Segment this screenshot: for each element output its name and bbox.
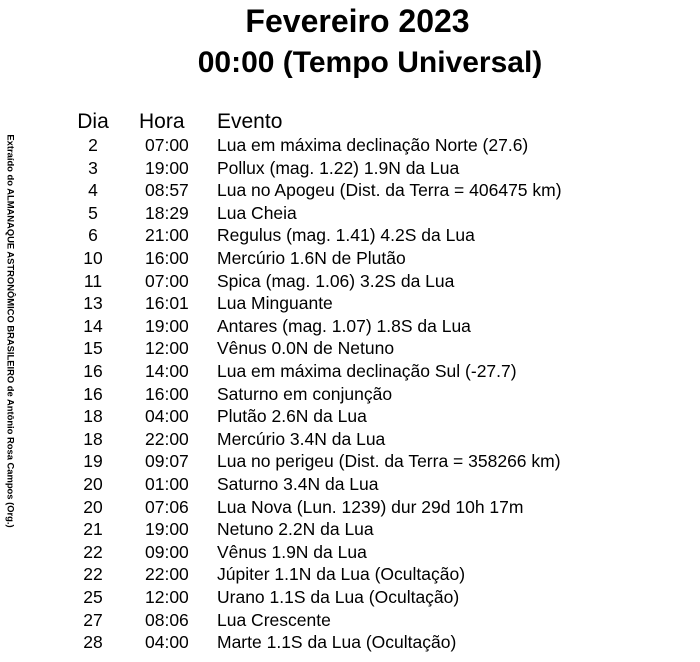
- table-row: [0, 609, 700, 632]
- cell-hora: 09:07: [145, 451, 189, 472]
- header-dia: Dia: [77, 110, 109, 133]
- cell-evento: Urano 1.1S da Lua (Ocultação): [217, 587, 460, 607]
- table-row: [0, 473, 700, 496]
- cell-dia: 20: [83, 496, 103, 517]
- cell-evento: Júpiter 1.1N da Lua (Ocultação): [217, 564, 466, 585]
- cell-evento: Regulus (mag. 1.41) 4.2S da Lua: [217, 225, 475, 246]
- cell-dia: 19: [83, 451, 103, 472]
- cell-evento: Pollux (mag. 1.22) 1.9N da Lua: [217, 157, 460, 178]
- cell-hora: 04:00: [145, 406, 189, 427]
- cell-hora: 12:00: [145, 587, 189, 607]
- table-row: [0, 202, 700, 225]
- cell-hora: 18:29: [145, 202, 189, 223]
- table-row: [0, 157, 700, 180]
- cell-dia: 28: [83, 632, 103, 653]
- table-row: [0, 337, 700, 360]
- cell-dia: 20: [83, 474, 103, 494]
- cell-dia: 22: [83, 564, 103, 585]
- cell-evento: Mercúrio 1.6N de Plutão: [217, 248, 406, 268]
- cell-evento: Netuno 2.2N da Lua: [217, 519, 374, 540]
- cell-evento: Lua Cheia: [217, 202, 297, 223]
- cell-dia: 27: [83, 609, 103, 630]
- cell-evento: Lua Nova (Lun. 1239) dur 29d 10h 17m: [217, 496, 524, 517]
- table-row: [0, 224, 700, 247]
- cell-evento: Saturno em conjunção: [217, 383, 393, 404]
- table-row: [0, 179, 700, 202]
- cell-hora: 07:06: [145, 496, 189, 517]
- table-row: [0, 563, 700, 586]
- cell-evento: Marte 1.1S da Lua (Ocultação): [217, 632, 457, 653]
- cell-dia: 2: [88, 135, 98, 155]
- table-header: [0, 110, 700, 134]
- cell-dia: 15: [83, 338, 103, 359]
- cell-evento: Spica (mag. 1.06) 3.2S da Lua: [217, 270, 455, 291]
- cell-dia: 16: [83, 383, 103, 404]
- cell-hora: 16:00: [145, 383, 189, 404]
- table-row: [0, 496, 700, 519]
- cell-dia: 5: [88, 202, 98, 223]
- cell-hora: 12:00: [145, 338, 189, 359]
- cell-dia: 11: [83, 270, 103, 291]
- table-row: [0, 315, 700, 338]
- table-row: [0, 631, 700, 654]
- cell-evento: Lua Crescente: [217, 609, 331, 630]
- cell-dia: 21: [83, 519, 103, 540]
- cell-dia: 4: [88, 180, 98, 201]
- cell-dia: 25: [83, 587, 103, 607]
- cell-hora: 04:00: [145, 632, 189, 653]
- header-evento: Evento: [217, 110, 283, 133]
- cell-evento: Saturno 3.4N da Lua: [217, 474, 379, 494]
- cell-dia: 18: [83, 406, 103, 427]
- cell-hora: 21:00: [145, 225, 189, 246]
- cell-evento: Plutão 2.6N da Lua: [217, 406, 367, 427]
- table-row: [0, 518, 700, 541]
- cell-dia: 16: [83, 361, 103, 381]
- cell-dia: 14: [83, 315, 103, 336]
- table-row: [0, 270, 700, 293]
- table-row: [0, 541, 700, 564]
- table-row: [0, 383, 700, 406]
- cell-hora: 16:01: [145, 293, 189, 314]
- cell-evento: Lua no perigeu (Dist. da Terra = 358266 km): [217, 451, 561, 472]
- cell-hora: 14:00: [145, 361, 189, 381]
- table-row: [0, 360, 700, 383]
- table-row: [0, 405, 700, 428]
- table-row: [0, 586, 700, 609]
- side-credit: Extraído do ALMANAQUE ASTRONÔMICO BRASILEIRO de Antônio Rosa Campos (Org.): [5, 134, 17, 528]
- cell-evento: Lua em máxima declinação Sul (-27.7): [217, 361, 517, 381]
- cell-hora: 08:57: [145, 180, 189, 201]
- cell-hora: 22:00: [145, 564, 189, 585]
- cell-evento: Vênus 0.0N de Netuno: [217, 338, 395, 359]
- table-row: [0, 247, 700, 270]
- cell-dia: 18: [83, 428, 103, 449]
- cell-dia: 6: [88, 225, 98, 246]
- cell-evento: Lua em máxima declinação Norte (27.6): [217, 135, 529, 155]
- cell-hora: 09:00: [145, 541, 189, 562]
- cell-hora: 01:00: [145, 474, 189, 494]
- cell-dia: 22: [83, 541, 103, 562]
- cell-hora: 16:00: [145, 248, 189, 268]
- cell-hora: 08:06: [145, 609, 189, 630]
- cell-hora: 19:00: [145, 157, 189, 178]
- cell-hora: 19:00: [145, 519, 189, 540]
- cell-hora: 19:00: [145, 315, 189, 336]
- table-row: [0, 134, 700, 157]
- cell-evento: Antares (mag. 1.07) 1.8S da Lua: [217, 315, 471, 336]
- cell-evento: Lua no Apogeu (Dist. da Terra = 406475 km): [217, 180, 562, 201]
- cell-dia: 3: [88, 157, 98, 178]
- header-hora: Hora: [139, 110, 185, 133]
- table-row: [0, 292, 700, 315]
- cell-hora: 07:00: [145, 270, 189, 291]
- page-title: Fevereiro 2023: [245, 3, 470, 39]
- table-row: [0, 428, 700, 451]
- page-subtitle: 00:00 (Tempo Universal): [197, 46, 543, 79]
- table-row: [0, 450, 700, 473]
- cell-evento: Mercúrio 3.4N da Lua: [217, 428, 386, 449]
- cell-dia: 13: [83, 293, 103, 314]
- cell-evento: Lua Minguante: [217, 293, 333, 314]
- cell-evento: Vênus 1.9N da Lua: [217, 541, 367, 562]
- cell-hora: 22:00: [145, 428, 189, 449]
- cell-hora: 07:00: [145, 135, 189, 155]
- cell-dia: 10: [83, 248, 103, 268]
